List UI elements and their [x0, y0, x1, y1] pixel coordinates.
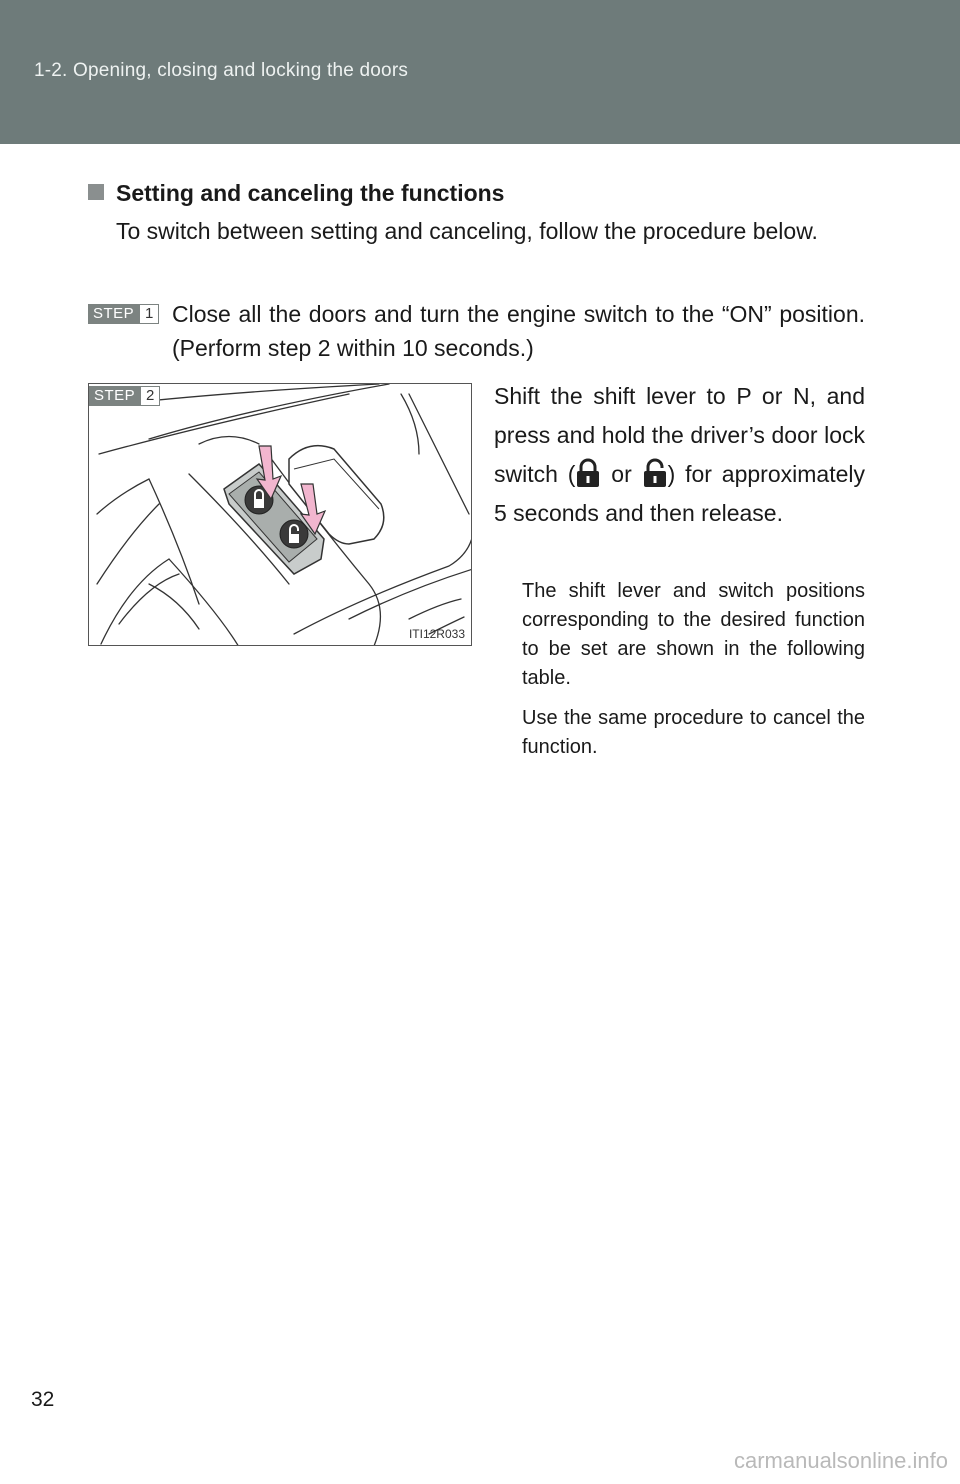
page-header — [0, 0, 960, 144]
figure-code: ITI12R033 — [408, 627, 465, 641]
section-heading-text: Setting and canceling the functions — [116, 180, 505, 206]
step2-label: STEP — [89, 386, 140, 406]
header-title: 1-2. Opening, closing and locking the doors — [34, 60, 409, 81]
section-heading — [88, 180, 504, 207]
lock-icon — [575, 458, 601, 488]
page-number: 32 — [31, 1388, 55, 1411]
unlock-button-drawing — [280, 520, 308, 548]
watermark: carmanualsonline.info — [733, 1448, 948, 1473]
intro-paragraph: To switch between setting and canceling, follow the procedure below. — [116, 218, 818, 244]
door-lock-switch-illustration — [88, 383, 472, 646]
unlock-icon — [642, 458, 668, 488]
step2-text — [494, 377, 865, 533]
step1-label: STEP — [88, 304, 139, 324]
step2-text-after: ) for approximately 5 seconds and then release. — [494, 461, 865, 526]
step2-text-or: or — [601, 461, 642, 487]
step2-badge — [89, 386, 160, 406]
step1-number: 1 — [139, 304, 159, 324]
note-cancel-procedure: Use the same procedure to cancel the function. — [522, 707, 865, 758]
step1-text: Close all the doors and turn the engine switch to the “ON” position. (Perform step 2 within 10 seconds.) — [172, 301, 865, 361]
square-bullet-icon — [88, 184, 104, 200]
step2-number: 2 — [140, 386, 160, 406]
step2-text-before: Shift the shift lever to P or N, and press and hold the driver’s door lock switch ( — [494, 383, 865, 487]
step1-badge — [88, 304, 159, 324]
door-panel-drawing — [89, 384, 472, 646]
note-switch-positions: The shift lever and switch positions corresponding to the desired function to be set are shown in the following table. — [522, 580, 865, 689]
